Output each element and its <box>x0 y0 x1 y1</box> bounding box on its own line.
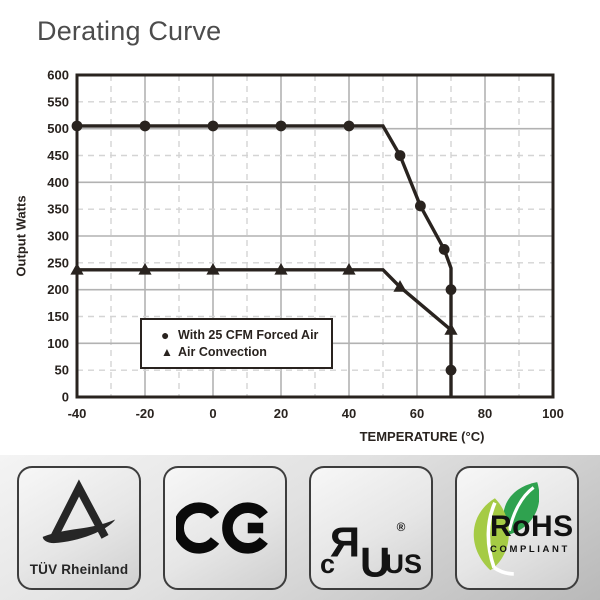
data-point-circle <box>439 244 450 255</box>
legend-item-forced-air <box>161 328 331 342</box>
cul-c-label: c <box>320 548 336 579</box>
data-point-circle <box>276 121 287 132</box>
svg-text:0: 0 <box>209 406 217 421</box>
data-point-circle <box>446 284 457 295</box>
data-point-circle <box>208 121 219 132</box>
svg-text:550: 550 <box>47 94 69 110</box>
circle-marker-icon: ● <box>161 327 170 343</box>
svg-text:40: 40 <box>341 406 357 421</box>
svg-text:50: 50 <box>54 362 69 378</box>
svg-text:-20: -20 <box>135 406 155 421</box>
badge-ce <box>163 466 287 590</box>
svg-text:Я: Я <box>329 517 361 565</box>
svg-text:450: 450 <box>47 148 69 163</box>
svg-text:300: 300 <box>47 228 69 244</box>
rohs-subtitle: COMPLIANT <box>490 543 570 555</box>
svg-text:60: 60 <box>409 406 425 421</box>
ce-mark-icon <box>176 502 274 554</box>
rohs-text <box>490 509 574 555</box>
legend-label-convection: Air Convection <box>178 345 267 359</box>
badge-tuv-rheinland <box>17 466 141 590</box>
rohs-title: RoHS <box>490 509 574 543</box>
page-title: Derating Curve <box>37 16 222 46</box>
tuv-label: TÜV Rheinland <box>29 561 129 577</box>
certification-strip <box>0 455 600 600</box>
triangle-marker-icon: ▲ <box>161 345 173 359</box>
data-point-circle <box>395 150 406 161</box>
x-axis-title: TEMPERATURE (°C) <box>359 429 485 444</box>
svg-text:600: 600 <box>47 67 69 83</box>
svg-text:U: U <box>360 537 391 582</box>
svg-text:150: 150 <box>47 309 69 324</box>
svg-text:350: 350 <box>47 201 69 217</box>
data-point-circle <box>446 365 457 376</box>
legend-label-forced-air: With 25 CFM Forced Air <box>178 328 319 342</box>
data-point-circle <box>344 121 355 132</box>
badge-cul-us <box>309 466 433 590</box>
svg-text:0: 0 <box>61 389 69 405</box>
data-point-circle <box>415 201 426 212</box>
svg-text:100: 100 <box>542 406 564 421</box>
svg-text:100: 100 <box>47 335 69 351</box>
svg-text:200: 200 <box>47 282 69 298</box>
svg-text:250: 250 <box>47 255 69 271</box>
tuv-triangle-icon <box>38 478 120 550</box>
svg-text:-40: -40 <box>67 406 87 421</box>
chart-legend <box>140 318 333 369</box>
svg-text:500: 500 <box>47 121 69 137</box>
data-point-circle <box>140 121 151 132</box>
badge-rohs <box>455 466 579 590</box>
cul-us-label: US <box>384 548 422 579</box>
y-axis-title: Output Watts <box>13 195 29 277</box>
data-point-circle <box>72 121 83 132</box>
svg-text:80: 80 <box>477 406 493 421</box>
svg-text:®: ® <box>396 519 406 534</box>
legend-item-convection <box>161 345 331 359</box>
svg-text:20: 20 <box>273 406 289 421</box>
svg-text:400: 400 <box>47 174 69 190</box>
